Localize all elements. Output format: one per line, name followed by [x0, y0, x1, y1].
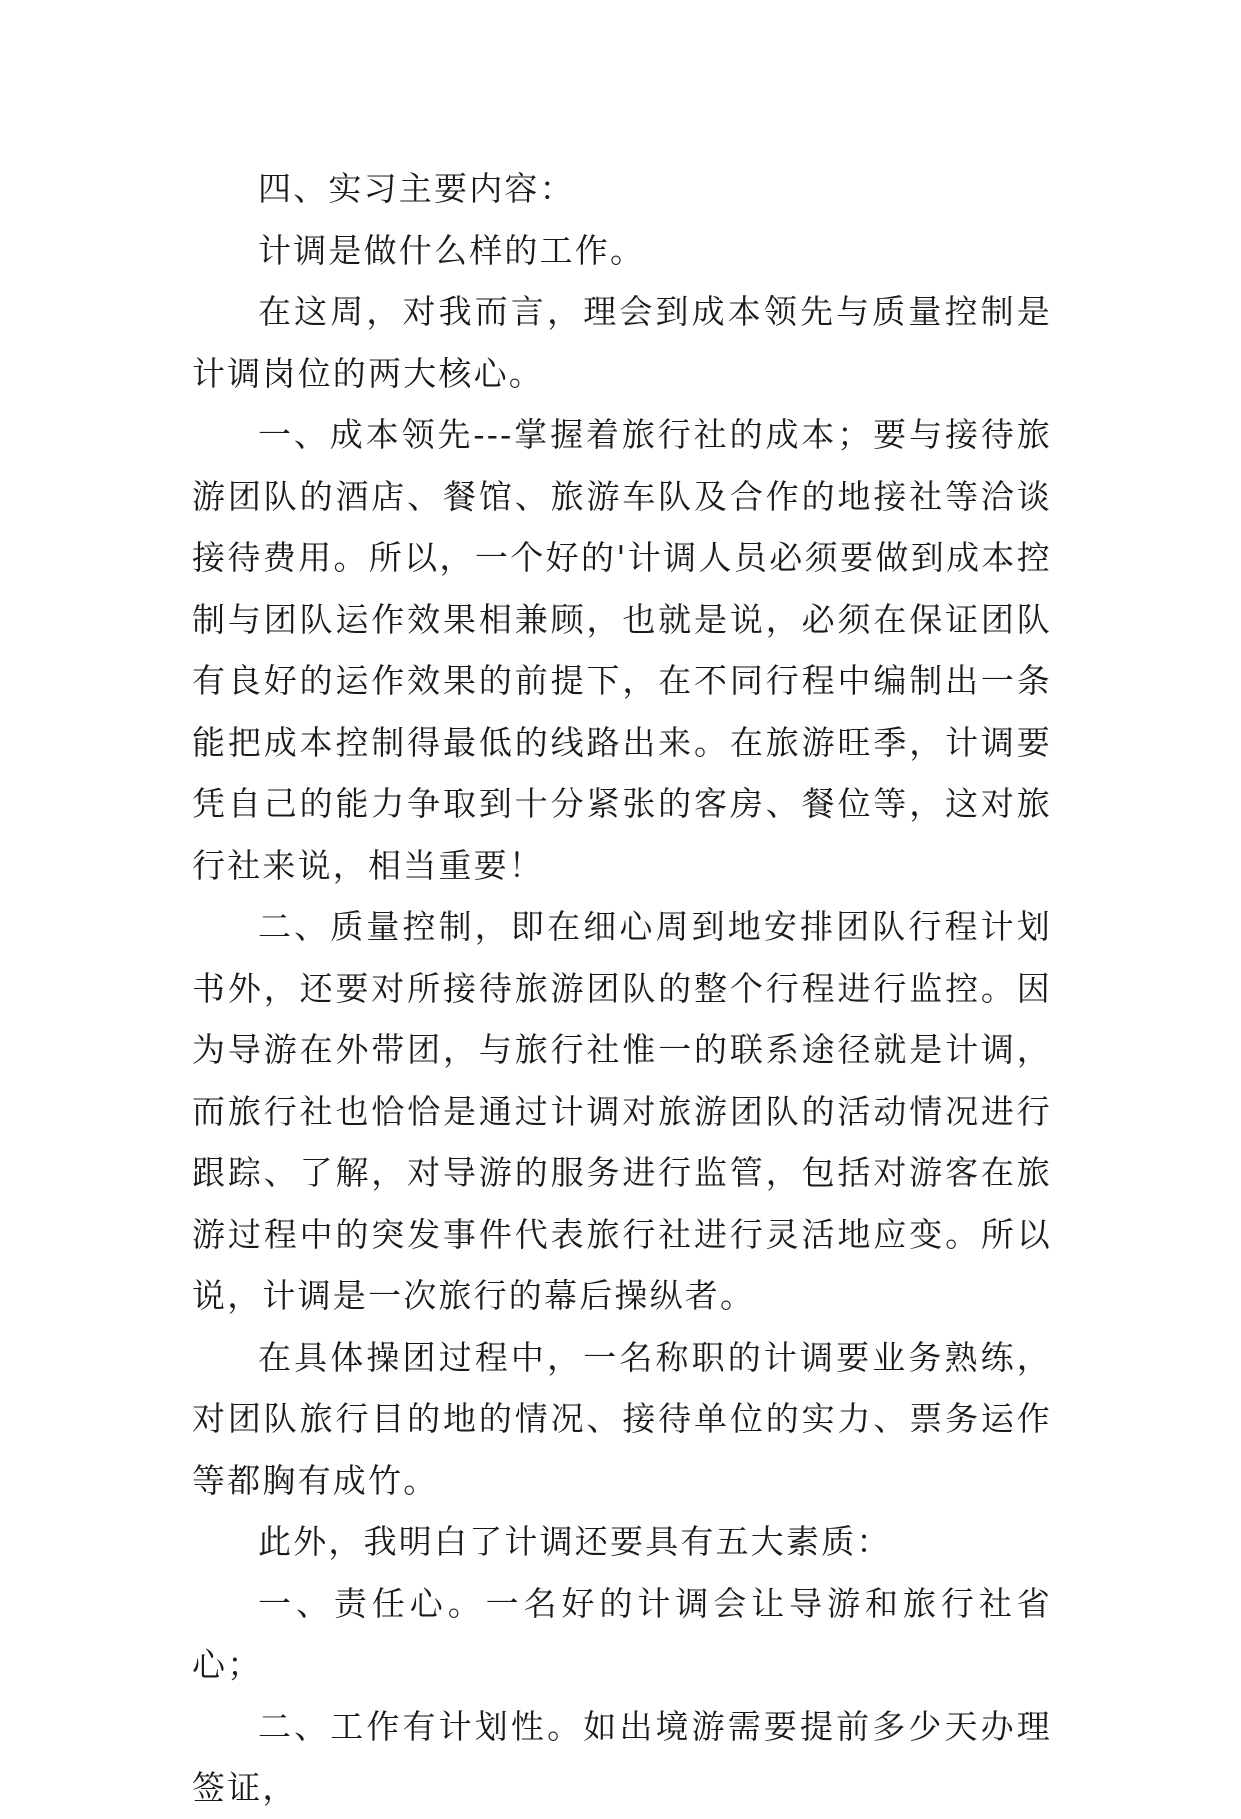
paragraph-responsibility: 一、责任心。一名好的计调会让导游和旅行社省心；	[192, 1583, 1052, 1684]
paragraph-intro: 计调是做什么样的工作。	[258, 230, 646, 270]
document-body	[192, 158, 1052, 1819]
paragraph-planning: 二、工作有计划性。如出境游需要提前多少天办理签证，	[192, 1706, 1052, 1807]
paragraph-quality-control: 二、质量控制，即在细心周到地安排团队行程计划书外，还要对所接待旅游团队的整个行程进行监控。因为导游在外带团，与旅行社惟一的联系途径就是计调，而旅行社也恰恰是通过计调对旅游团队的活动情况进行跟踪、了解，对导游的服务进行监管，包括对游客在旅游过程中的突发事件代表旅行社进行灵活地应变。所以说，计调是一次旅行的幕后操纵者。	[192, 907, 1052, 1315]
section-heading: 四、实习主要内容：	[258, 169, 575, 208]
paragraph-cost-leadership: 一、成本领先---掌握着旅行社的成本；要与接待旅游团队的酒店、餐馆、旅游车队及合作的地接社等洽谈接待费用。所以，一个好的'计调人员必须要做到成本控制与团队运作效果相兼顾，也就是说，必须在保证团队有良好的运作效果的前提下，在不同行程中编制出一条能把成本控制得最低的线路出来。在旅游旺季，计调要凭自己的能力争取到十分紧张的客房、餐位等，这对旅行社来说，相当重要！	[192, 415, 1052, 885]
paragraph-operations: 在具体操团过程中，一名称职的计调要业务熟练，对团队旅行目的地的情况、接待单位的实力、票务运作等都胸有成竹。	[192, 1337, 1052, 1500]
paragraph-five-qualities: 此外，我明白了计调还要具有五大素质：	[258, 1522, 892, 1561]
paragraph-core: 在这周，对我而言，理会到成本领先与质量控制是计调岗位的两大核心。	[192, 292, 1052, 393]
